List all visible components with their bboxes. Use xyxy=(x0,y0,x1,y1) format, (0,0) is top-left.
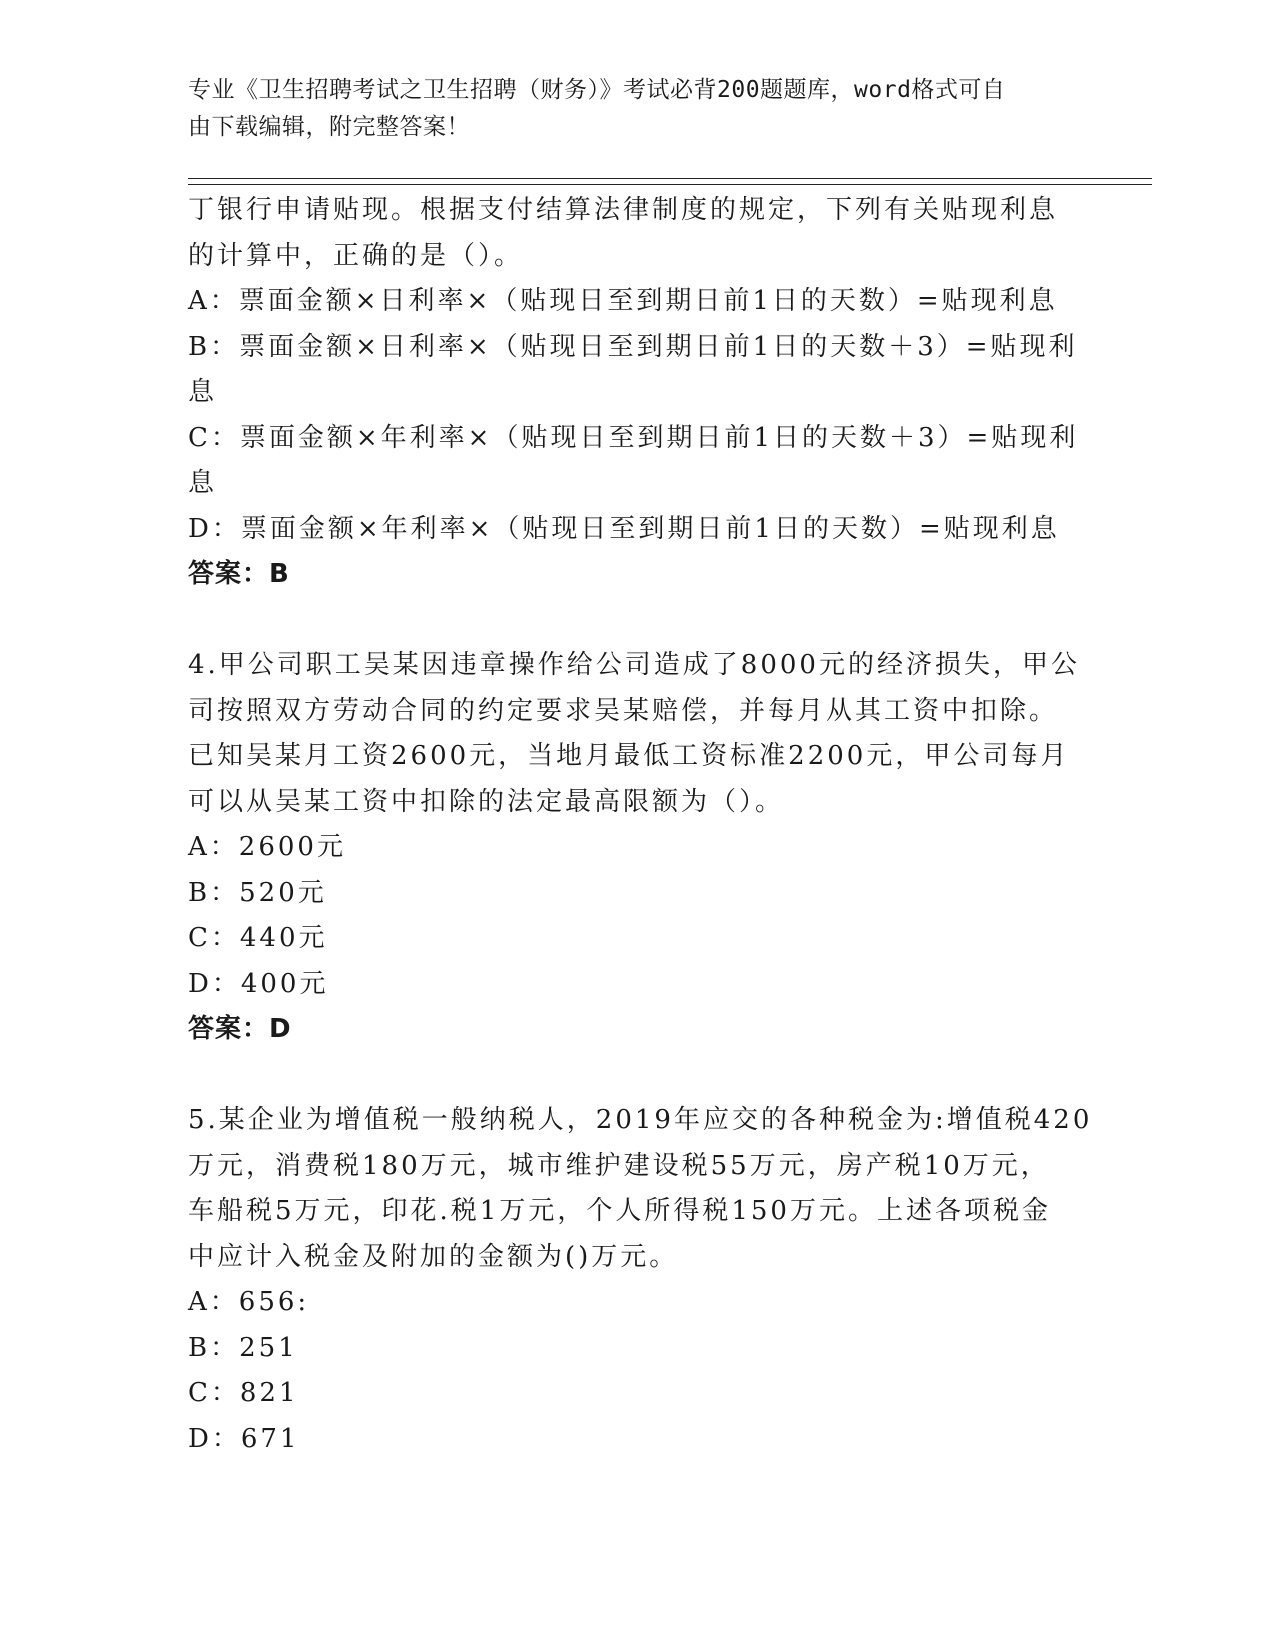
spacer xyxy=(188,598,1088,644)
question-3 xyxy=(188,188,1088,598)
question-3-option-c-wrap: 息 xyxy=(188,468,218,498)
question-3-option-a: A：票面金额×日利率×（贴现日至到期日前1日的天数）=贴现利息 xyxy=(188,286,1058,316)
question-3-option-d: D：票面金额×年利率×（贴现日至到期日前1日的天数）=贴现利息 xyxy=(188,513,1060,544)
question-3-option-c: C：票面金额×年利率×（贴现日至到期日前1日的天数＋3）=贴现利 xyxy=(188,422,1079,453)
question-5-option-a: A：656: xyxy=(188,1287,310,1317)
question-4-option-a: A：2600元 xyxy=(188,832,346,862)
question-3-option-b: B：票面金额×日利率×（贴现日至到期日前1日的天数＋3）=贴现利 xyxy=(188,331,1078,362)
question-4-stem-line: 已知吴某月工资2600元，当地月最低工资标准2200元，甲公司每月 xyxy=(188,741,1070,771)
spacer xyxy=(188,1053,1088,1099)
header-title-line-1: 专业《卫生招聘考试之卫生招聘（财务）》考试必背200题题库，word格式可自 xyxy=(188,77,1006,103)
question-5 xyxy=(188,1098,1093,1462)
question-5-stem-line: 中应计入税金及附加的金额为()万元。 xyxy=(188,1241,679,1272)
question-5-option-c: C：821 xyxy=(188,1378,299,1408)
question-3-option-b-wrap: 息 xyxy=(188,377,218,407)
question-4-option-b: B：520元 xyxy=(188,877,327,908)
question-4-option-d: D：400元 xyxy=(188,968,329,999)
question-4 xyxy=(188,643,1088,1053)
header-rule-top xyxy=(188,178,1152,179)
question-5-stem-line: 5.某企业为增值税一般纳税人，2019年应交的各种税金为:增值税420 xyxy=(188,1105,1093,1135)
document-body xyxy=(188,188,1093,1462)
question-5-stem-line: 车船税5万元，印花.税1万元，个人所得税150万元。上述各项税金 xyxy=(188,1196,1051,1226)
question-4-stem-line: 可以从吴某工资中扣除的法定最高限额为（）。 xyxy=(188,786,785,817)
question-5-stem-line: 万元，消费税180万元，城市维护建设税55万元，房产税10万元， xyxy=(188,1150,1050,1181)
question-4-option-c: C：440元 xyxy=(188,923,328,953)
question-4-stem-line: 司按照双方劳动合同的约定要求吴某赔偿，并每月从其工资中扣除。 xyxy=(188,695,1059,726)
header-title-line-2: 由下载编辑，附完整答案！ xyxy=(188,114,470,140)
question-4-answer: 答案：D xyxy=(188,1014,292,1044)
question-5-option-d: D：671 xyxy=(188,1423,300,1454)
header-rule-bottom xyxy=(188,184,1152,185)
question-5-option-b: B：251 xyxy=(188,1332,298,1363)
document-header xyxy=(188,72,1068,146)
question-4-stem-line: 4.甲公司职工吴某因违章操作给公司造成了8000元的经济损失，甲公 xyxy=(188,650,1080,680)
question-3-stem-line: 丁银行申请贴现。根据支付结算法律制度的规定，下列有关贴现利息 xyxy=(188,195,1059,225)
question-3-answer: 答案：B xyxy=(188,559,290,589)
question-3-stem-line: 的计算中，正确的是（）。 xyxy=(188,240,524,271)
